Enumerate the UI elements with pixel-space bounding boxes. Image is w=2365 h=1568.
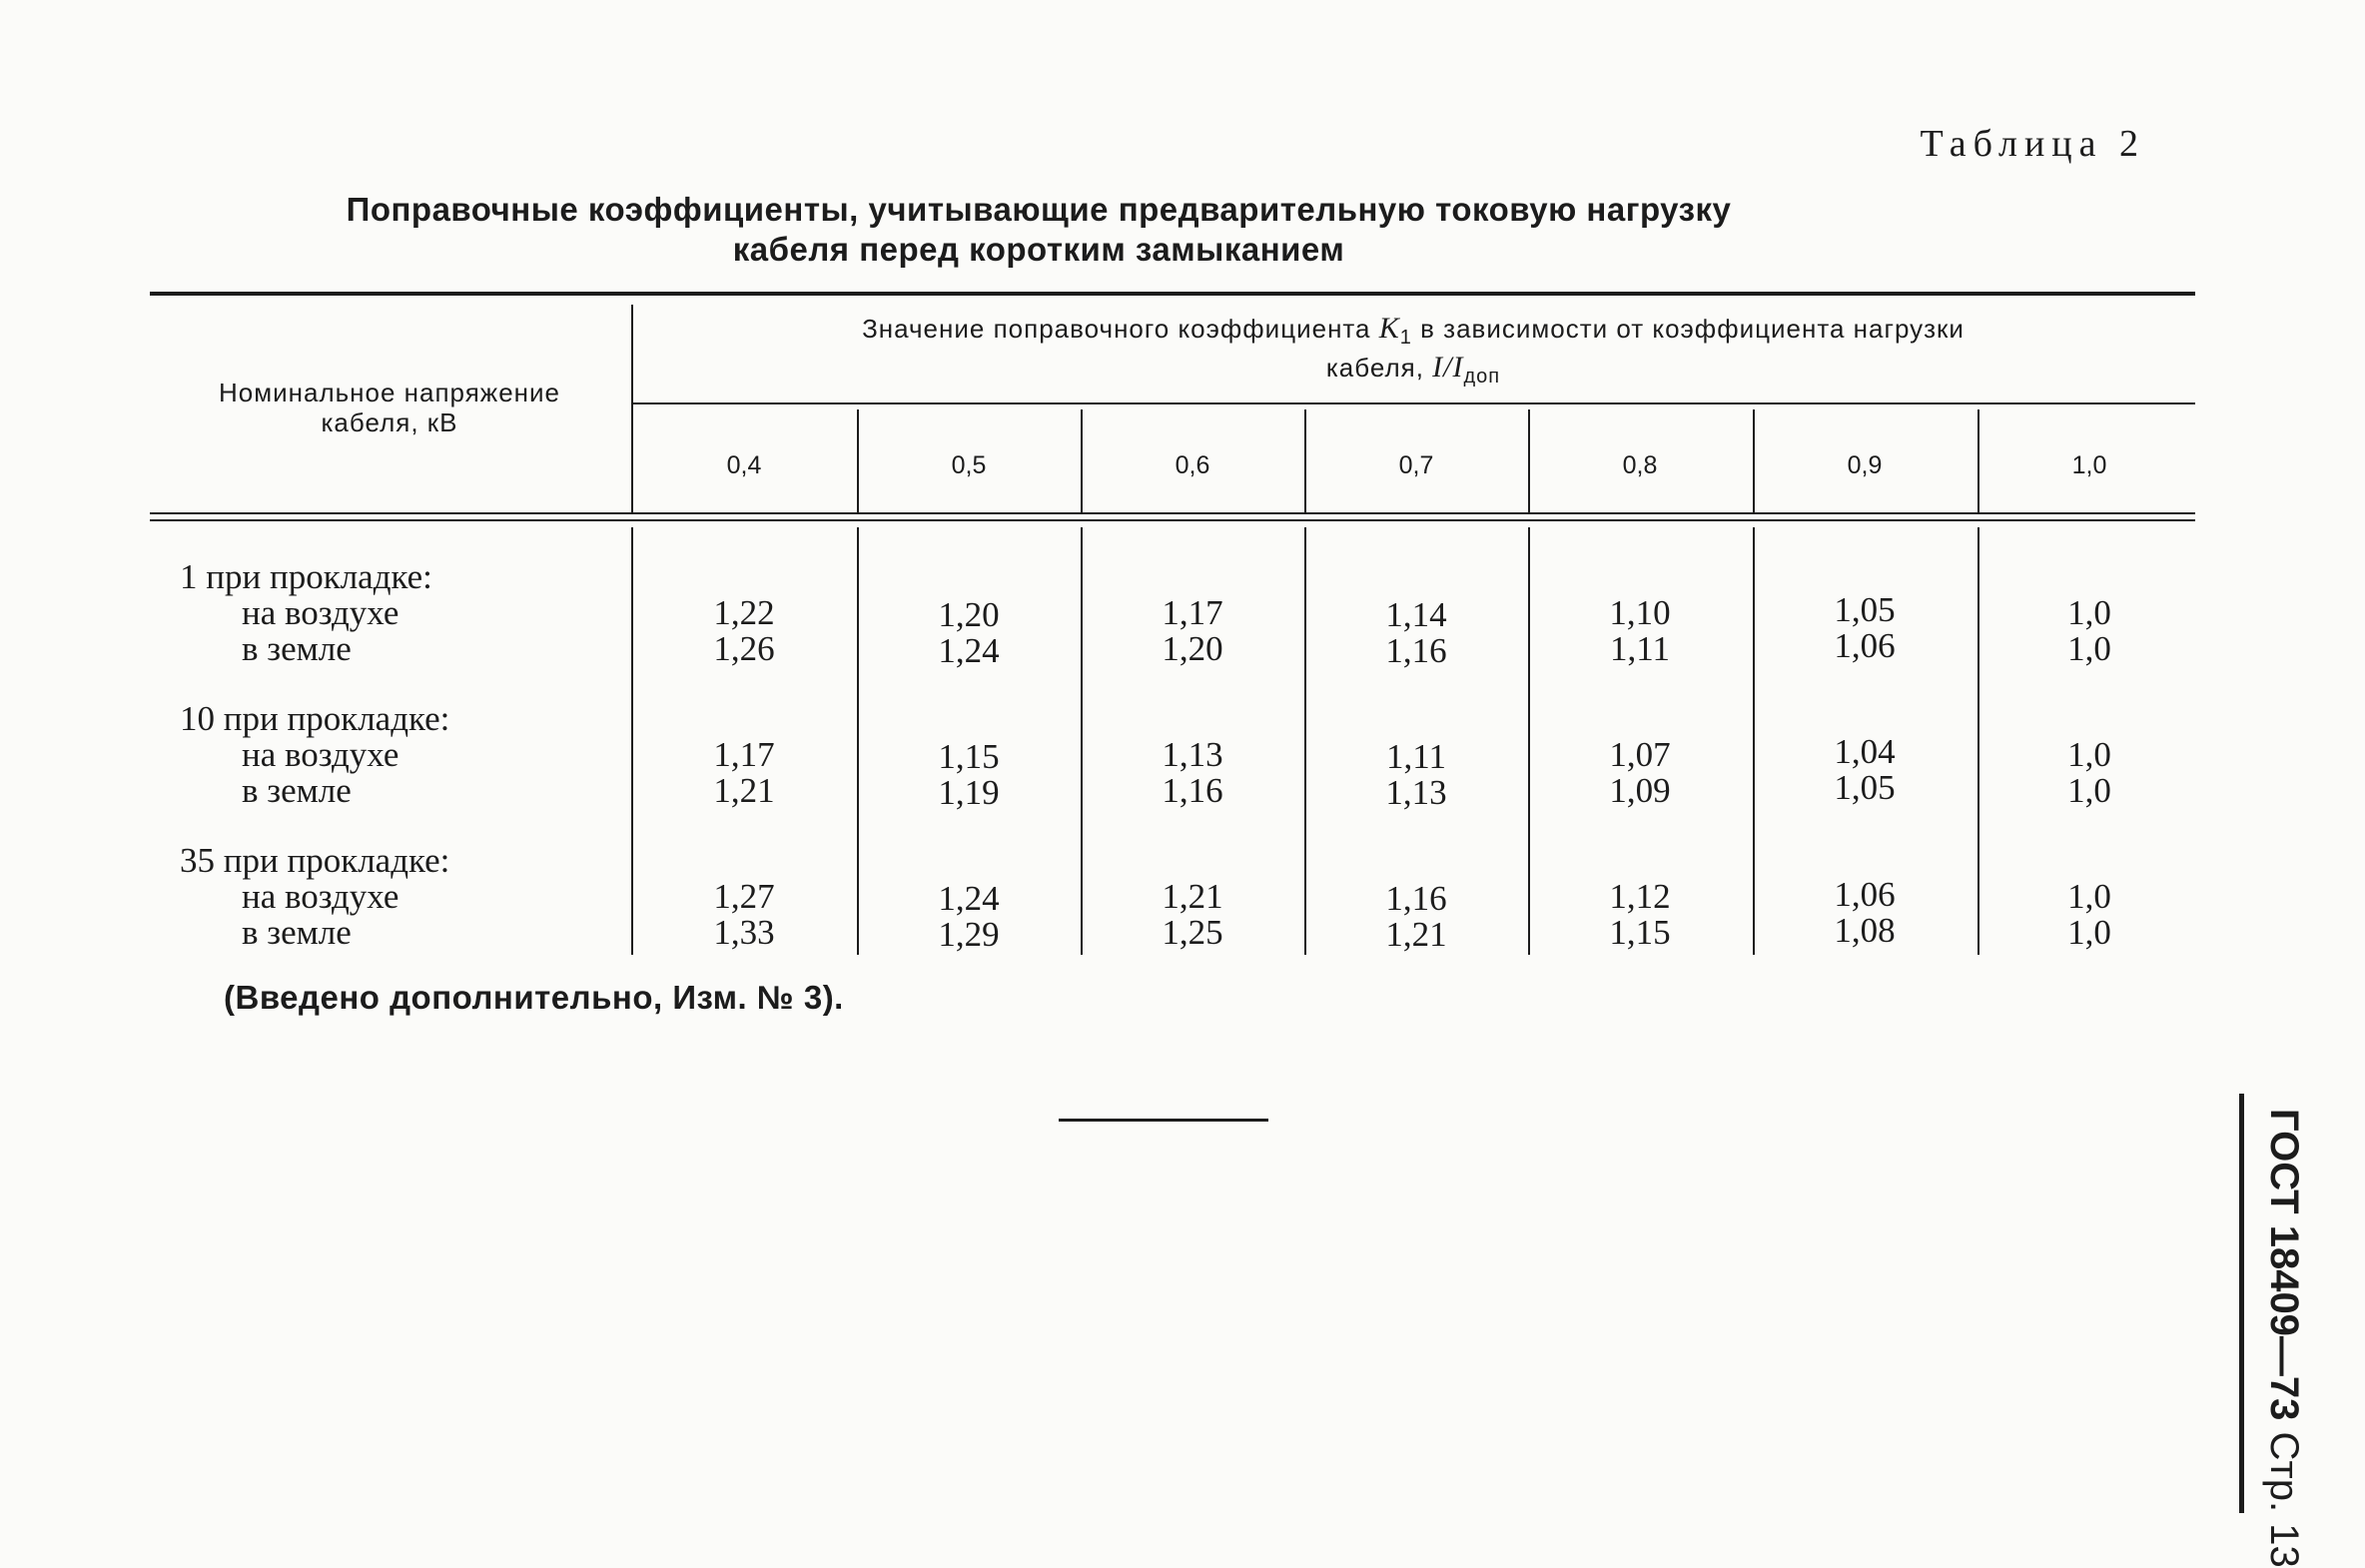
laying-air-label: на воздухе	[242, 877, 399, 916]
coef-air: 1,0	[2067, 735, 2111, 774]
table-number-label: Таблица 2	[1920, 123, 2145, 165]
coef-ground: 1,05	[1834, 768, 1896, 807]
coef-cell-1kv-0-7	[1306, 597, 1526, 669]
coef-air: 1,21	[1162, 877, 1223, 916]
coef-cell-1kv-0-6	[1083, 595, 1302, 667]
coef-ground: 1,0	[2067, 771, 2111, 810]
coef-cell-35kv-0-7	[1306, 881, 1526, 953]
table-top-rule	[150, 292, 2195, 296]
coef-cell-35kv-0-8	[1530, 879, 1750, 951]
load-factor-header-0-9: 0,9	[1847, 451, 1883, 479]
laying-ground-label: в земле	[242, 771, 352, 810]
coef-air: 1,17	[713, 735, 775, 774]
coef-ground: 1,13	[1385, 773, 1447, 812]
coef-cell-1kv-0-9	[1755, 592, 1974, 664]
laying-ground-label: в земле	[242, 629, 352, 668]
body-divider-voltage	[631, 527, 633, 955]
coef-air: 1,10	[1609, 593, 1671, 632]
page-number: Стр. 13	[2262, 1431, 2306, 1568]
coef-ground: 1,33	[713, 913, 775, 952]
coef-ground: 1,19	[938, 773, 1000, 812]
table-title-line-1: Поправочные коэффициенты, учитывающие предварительную токовую нагрузку	[346, 191, 1732, 228]
voltage-group-label: 1 при прокладке:	[180, 557, 432, 596]
coef-ground: 1,24	[938, 631, 1000, 670]
coef-cell-35kv-0-4	[634, 879, 854, 951]
coef-air: 1,22	[713, 593, 775, 632]
load-factor-header-0-8: 0,8	[1622, 451, 1658, 479]
coef-cell-35kv-0-5	[859, 881, 1079, 953]
coef-air: 1,20	[938, 595, 1000, 634]
voltage-column-header-line-1: Номинальное напряжение	[218, 378, 560, 407]
coef-cell-35kv-0-6	[1083, 879, 1302, 951]
coef-air: 1,06	[1834, 875, 1896, 914]
coef-air: 1,27	[713, 877, 775, 916]
load-factor-header-0-4: 0,4	[726, 451, 762, 479]
coef-cell-35kv-1-0	[1979, 879, 2199, 951]
coefficient-column-header	[639, 314, 2187, 392]
header-divider-voltage	[631, 305, 633, 512]
laying-air-label: на воздухе	[242, 593, 399, 632]
voltage-column-header	[160, 378, 619, 437]
coef-ground: 1,06	[1834, 626, 1896, 665]
coefficient-symbol: K	[1378, 312, 1400, 345]
coef-air: 1,0	[2067, 593, 2111, 632]
header-bottom-rule-2	[150, 519, 2195, 521]
coef-cell-35kv-0-9	[1755, 877, 1974, 949]
side-margin-rule	[2239, 1094, 2244, 1513]
header-bottom-rule-1	[150, 512, 2195, 514]
coef-cell-1kv-0-8	[1530, 595, 1750, 667]
coef-cell-10kv-0-4	[634, 737, 854, 809]
coef-ground: 1,15	[1609, 913, 1671, 952]
header-inner-rule	[631, 402, 2195, 404]
coef-ground: 1,16	[1385, 631, 1447, 670]
coef-cell-1kv-1-0	[1979, 595, 2199, 667]
coef-cell-1kv-0-4	[634, 595, 854, 667]
standard-number: ГОСТ 18409—73	[2262, 1109, 2306, 1421]
coefficient-header-line-2	[639, 353, 2187, 392]
coef-cell-10kv-1-0	[1979, 737, 2199, 809]
coef-air: 1,13	[1162, 735, 1223, 774]
load-factor-header-0-6: 0,6	[1175, 451, 1210, 479]
coef-air: 1,15	[938, 737, 1000, 776]
laying-ground-label: в земле	[242, 913, 352, 952]
coef-cell-10kv-0-8	[1530, 737, 1750, 809]
coef-ground: 1,0	[2067, 913, 2111, 952]
coef-air: 1,12	[1609, 877, 1671, 916]
load-ratio-symbol: I/I	[1432, 351, 1464, 385]
voltage-group-35kv	[180, 843, 609, 951]
coef-air: 1,24	[938, 879, 1000, 918]
coef-air: 1,05	[1834, 590, 1896, 629]
coef-cell-1kv-0-5	[859, 597, 1079, 669]
coef-cell-10kv-0-5	[859, 739, 1079, 811]
coef-ground: 1,26	[713, 629, 775, 668]
voltage-group-1kv	[180, 559, 609, 667]
coef-ground: 1,21	[1385, 915, 1447, 954]
voltage-group-label: 10 при прокладке:	[180, 699, 450, 738]
coefficient-header-pre: Значение поправочного коэффициента	[862, 314, 1371, 344]
coef-ground: 1,09	[1609, 771, 1671, 810]
amendment-note: (Введено дополнительно, Изм. № 3).	[224, 979, 844, 1016]
coef-air: 1,16	[1385, 879, 1447, 918]
load-factor-header-1-0: 1,0	[2071, 451, 2107, 479]
load-factor-header-0-5: 0,5	[951, 451, 987, 479]
coef-ground: 1,0	[2067, 629, 2111, 668]
table-title	[250, 190, 1828, 270]
running-footer	[2259, 1109, 2309, 1568]
coef-air: 1,11	[1386, 737, 1446, 776]
coef-cell-10kv-0-9	[1755, 734, 1974, 806]
coefficient-header-post: в зависимости от коэффициента нагрузки	[1420, 314, 1965, 344]
voltage-column-header-line-2: кабеля, кВ	[321, 407, 458, 437]
load-factor-header-0-7: 0,7	[1398, 451, 1434, 479]
coef-cell-10kv-0-7	[1306, 739, 1526, 811]
coef-air: 1,0	[2067, 877, 2111, 916]
coef-ground: 1,29	[938, 915, 1000, 954]
coef-air: 1,17	[1162, 593, 1223, 632]
coef-cell-10kv-0-6	[1083, 737, 1302, 809]
coefficient-symbol-subscript: 1	[1399, 327, 1412, 350]
load-ratio-subscript: доп	[1463, 366, 1501, 389]
laying-air-label: на воздухе	[242, 735, 399, 774]
coef-ground: 1,20	[1162, 629, 1223, 668]
table-title-line-2: кабеля перед коротким замыканием	[732, 231, 1345, 268]
coefficient-header-line-1	[639, 314, 2187, 353]
coef-ground: 1,25	[1162, 913, 1223, 952]
coef-air: 1,07	[1609, 735, 1671, 774]
coef-ground: 1,21	[713, 771, 775, 810]
voltage-group-label: 35 при прокладке:	[180, 841, 450, 880]
coef-air: 1,14	[1385, 595, 1447, 634]
end-of-section-rule	[1059, 1119, 1268, 1122]
coef-ground: 1,08	[1834, 911, 1896, 950]
coefficient-header-cable: кабеля,	[1325, 353, 1424, 384]
coef-ground: 1,11	[1610, 629, 1670, 668]
coef-air: 1,04	[1834, 732, 1896, 771]
voltage-group-10kv	[180, 701, 609, 809]
coef-ground: 1,16	[1162, 771, 1223, 810]
